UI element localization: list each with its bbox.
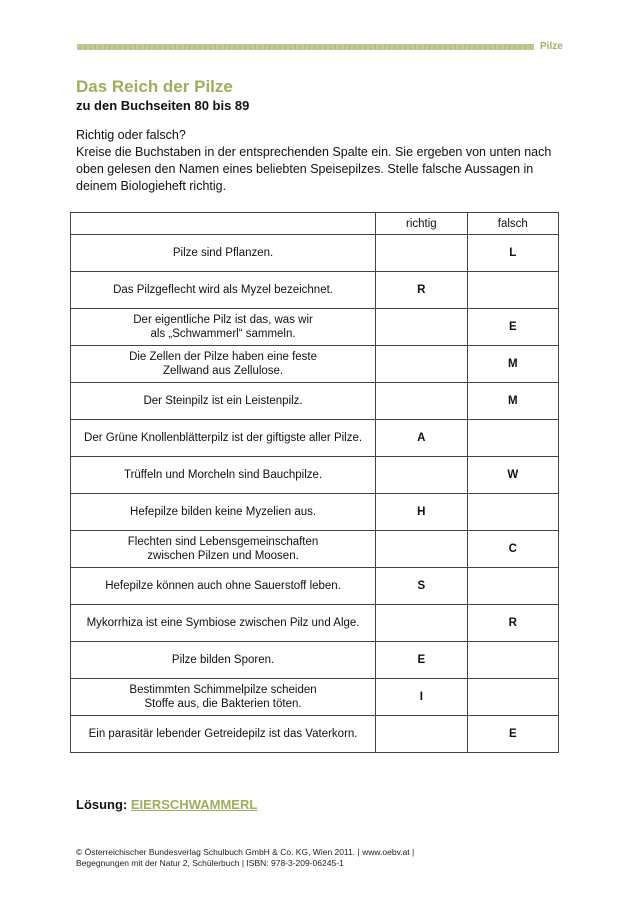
- richtig-cell[interactable]: [376, 383, 467, 420]
- falsch-cell[interactable]: [467, 272, 558, 309]
- footer-book-info: Begegnungen mit der Natur 2, Schülerbuch | ISBN: 978-3-209-06245-1: [76, 858, 344, 868]
- falsch-cell[interactable]: M: [467, 346, 558, 383]
- table-row: [71, 716, 559, 753]
- footer: [76, 847, 414, 869]
- statement-cell: Pilze sind Pflanzen.: [71, 235, 376, 272]
- falsch-cell[interactable]: L: [467, 235, 558, 272]
- richtig-cell[interactable]: A: [376, 420, 467, 457]
- statement-cell: [71, 346, 376, 383]
- header-richtig: richtig: [376, 213, 467, 235]
- statement-cell: Pilze bilden Sporen.: [71, 642, 376, 679]
- solution-word: EIERSCHWAMMERL: [130, 797, 258, 812]
- table-row: [71, 642, 559, 679]
- section-label: Pilze: [540, 41, 563, 52]
- falsch-cell[interactable]: [467, 494, 558, 531]
- falsch-cell[interactable]: [467, 642, 558, 679]
- quiz-table: [70, 212, 559, 753]
- table-row: [71, 568, 559, 605]
- statement-cell: Mykorrhiza ist eine Symbiose zwischen Pilz und Alge.: [71, 605, 376, 642]
- richtig-cell[interactable]: [376, 346, 467, 383]
- table-header-row: [71, 213, 559, 235]
- instructions: [76, 127, 556, 195]
- table-row: [71, 272, 559, 309]
- table-row: [71, 346, 559, 383]
- richtig-cell[interactable]: H: [376, 494, 467, 531]
- statement-cell: Das Pilzgeflecht wird als Myzel bezeichnet.: [71, 272, 376, 309]
- table-row: [71, 679, 559, 716]
- statement-cell: Der Grüne Knollenblätterpilz ist der giftigste aller Pilze.: [71, 420, 376, 457]
- falsch-cell[interactable]: E: [467, 716, 558, 753]
- instructions-text: Kreise die Buchstaben in der entsprechenden Spalte ein. Sie ergeben von unten nach oben gelesen den Namen eines beliebten Speisepilzes. Stelle falsche Aussagen in deinem Biologieheft richtig.: [76, 145, 552, 193]
- falsch-cell[interactable]: C: [467, 531, 558, 568]
- richtig-cell[interactable]: S: [376, 568, 467, 605]
- table-row: [71, 605, 559, 642]
- richtig-cell[interactable]: I: [376, 679, 467, 716]
- header-decorative-band: [77, 44, 534, 50]
- richtig-cell[interactable]: R: [376, 272, 467, 309]
- page-title: Das Reich der Pilze: [76, 77, 233, 96]
- solution-label: Lösung:: [76, 797, 128, 812]
- statement-cell: Ein parasitär lebender Getreidepilz ist das Vaterkorn.: [71, 716, 376, 753]
- richtig-cell[interactable]: [376, 531, 467, 568]
- richtig-cell[interactable]: [376, 309, 467, 346]
- statement-cell: Trüffeln und Morcheln sind Bauchpilze.: [71, 457, 376, 494]
- statement-text: Bestimmten Schimmelpilze scheiden Stoffe aus, die Bakterien töten.: [129, 684, 317, 710]
- falsch-cell[interactable]: [467, 420, 558, 457]
- table-row: [71, 420, 559, 457]
- table-row: [71, 383, 559, 420]
- richtig-cell[interactable]: E: [376, 642, 467, 679]
- statement-text: Die Zellen der Pilze haben eine feste Zellwand aus Zellulose.: [129, 351, 318, 377]
- statement-cell: [71, 531, 376, 568]
- footer-copyright: © Österreichischer Bundesverlag Schulbuch GmbH & Co. KG, Wien 2011. | www.oebv.at |: [76, 847, 415, 857]
- falsch-cell[interactable]: [467, 568, 558, 605]
- statement-cell: Hefepilze können auch ohne Sauerstoff leben.: [71, 568, 376, 605]
- statement-text: Flechten sind Lebensgemeinschaften zwischen Pilzen und Moosen.: [127, 536, 319, 562]
- table-row: [71, 494, 559, 531]
- statement-text: Der eigentliche Pilz ist das, was wir als „Schwammerl“ sammeln.: [133, 314, 313, 340]
- falsch-cell[interactable]: R: [467, 605, 558, 642]
- statement-cell: Hefepilze bilden keine Myzelien aus.: [71, 494, 376, 531]
- falsch-cell[interactable]: [467, 679, 558, 716]
- richtig-cell[interactable]: [376, 605, 467, 642]
- table-row: [71, 457, 559, 494]
- statement-cell: [71, 309, 376, 346]
- header-statement: [71, 213, 376, 235]
- table-row: [71, 309, 559, 346]
- richtig-cell[interactable]: [376, 716, 467, 753]
- falsch-cell[interactable]: E: [467, 309, 558, 346]
- solution: [76, 797, 257, 812]
- statement-cell: [71, 679, 376, 716]
- instructions-question: Richtig oder falsch?: [76, 128, 186, 142]
- page-subtitle: zu den Buchseiten 80 bis 89: [76, 98, 250, 113]
- richtig-cell[interactable]: [376, 457, 467, 494]
- falsch-cell[interactable]: M: [467, 383, 558, 420]
- falsch-cell[interactable]: W: [467, 457, 558, 494]
- richtig-cell[interactable]: [376, 235, 467, 272]
- table-row: [71, 531, 559, 568]
- header-falsch: falsch: [467, 213, 558, 235]
- table-row: [71, 235, 559, 272]
- statement-cell: Der Steinpilz ist ein Leistenpilz.: [71, 383, 376, 420]
